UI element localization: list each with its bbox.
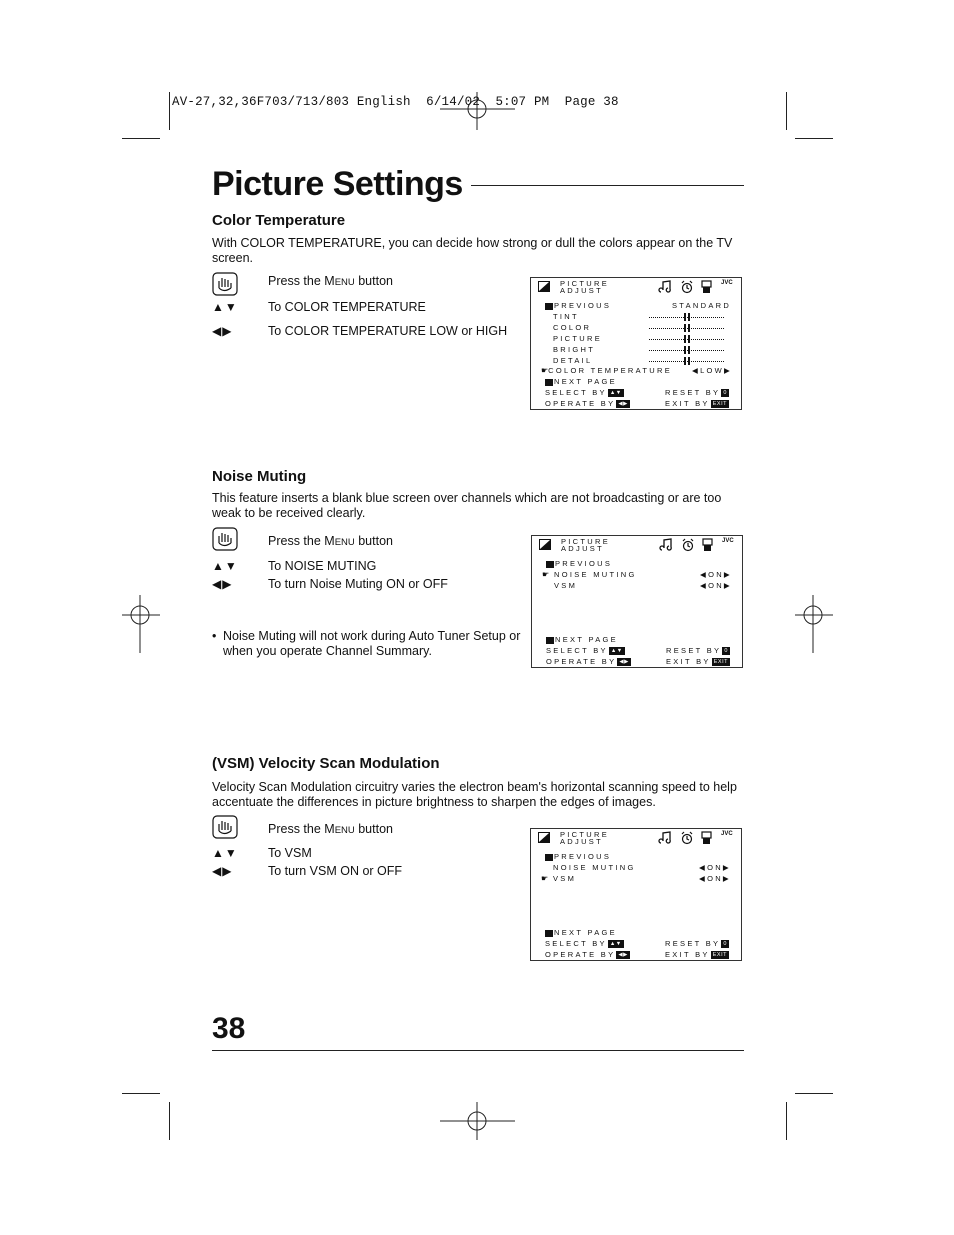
alarm-clock-icon (680, 831, 694, 845)
osd-selected-value: ◀LOW▶ (692, 366, 733, 375)
osd-exit-hint: EXIT BY EXIT (665, 950, 727, 959)
osd-exit-hint: EXIT BY EXIT (665, 399, 727, 408)
osd-operate-hint: OPERATE BY ◀▶ (545, 950, 628, 959)
osd-item-color: COLOR (553, 323, 592, 332)
up-key-icon (545, 854, 553, 861)
osd-row-value: ◀ON▶ (699, 874, 731, 883)
level-bar (649, 346, 727, 354)
section-heading-vsm: (VSM) Velocity Scan Modulation (212, 755, 440, 772)
up-down-arrows-icon: ▲▼ (212, 559, 238, 573)
crop-mark (786, 92, 787, 130)
level-bar (649, 335, 727, 343)
down-key-icon (546, 637, 554, 644)
step-select-item: To COLOR TEMPERATURE (268, 300, 426, 314)
picture-menu-icon (538, 281, 551, 293)
osd-subtitle: ADJUST (560, 286, 603, 295)
music-note-icon (658, 831, 672, 845)
crop-mark (786, 1102, 787, 1140)
section-description: This feature inserts a blank blue screen over channels which are not broadcasting or are too weak to be received clearly. (212, 491, 722, 520)
osd-screen-color-temperature (530, 277, 742, 410)
osd-select-hint: SELECT BY ▲▼ (545, 939, 622, 948)
osd-reset-hint: RESET BY 0 (665, 939, 727, 948)
step-adjust-value: To COLOR TEMPERATURE LOW or HIGH (268, 324, 508, 338)
crop-mark (795, 138, 833, 139)
osd-title: PICTURE (561, 537, 611, 546)
page-number: 38 (212, 1012, 246, 1045)
up-down-arrows-icon: ▲▼ (212, 300, 238, 314)
up-down-key-icon: ▲▼ (609, 941, 622, 948)
step-adjust-value: To turn Noise Muting ON or OFF (268, 577, 448, 591)
level-bar (649, 324, 727, 332)
step-select-item: To NOISE MUTING (268, 559, 377, 573)
left-right-arrows-icon: ◀▶ (212, 324, 233, 338)
osd-subtitle: ADJUST (560, 837, 603, 846)
pointing-hand-icon: ☛ (541, 874, 549, 883)
osd-select-hint: SELECT BY ▲▼ (546, 646, 623, 655)
section-heading-noise-muting: Noise Muting (212, 468, 307, 485)
up-key-icon (545, 303, 553, 310)
crop-mark (169, 92, 170, 130)
registration-mark-right (795, 595, 835, 655)
step-press-menu: Press the MENU button (268, 822, 393, 836)
osd-operate-hint: OPERATE BY ◀▶ (546, 657, 629, 666)
osd-item-detail: DETAIL (553, 356, 593, 365)
up-down-key-icon: ▲▼ (610, 648, 623, 655)
pointing-hand-icon: ☛ (542, 570, 550, 579)
osd-row-value: ◀ON▶ (700, 570, 732, 579)
lock-icon (702, 538, 714, 552)
section-description: Velocity Scan Modulation circuitry varies the electron beam's horizontal scanning speed to help accentuate the differences in picture brightness to sharpen the edges of images. (212, 780, 737, 809)
left-right-key-icon: ◀▶ (619, 659, 629, 666)
osd-title: PICTURE (560, 279, 610, 288)
alarm-clock-icon (681, 538, 695, 552)
osd-subtitle: ADJUST (561, 544, 604, 553)
picture-menu-icon (538, 832, 551, 844)
registration-mark-bottom (440, 1100, 516, 1150)
osd-item-tint: TINT (553, 312, 579, 321)
footer-rule (212, 1050, 744, 1051)
left-right-key-icon: ◀▶ (618, 952, 628, 959)
section-heading-color-temperature: Color Temperature (212, 212, 346, 229)
osd-next-page: NEXT PAGE (546, 635, 618, 644)
section-description: With COLOR TEMPERATURE, you can decide how strong or dull the colors appear on the TV screen. (212, 236, 733, 265)
osd-previous: PREVIOUS (546, 559, 612, 568)
menu-hand-icon (212, 527, 238, 551)
osd-item-bright: BRIGHT (553, 345, 596, 354)
step-press-menu: Press the MENU button (268, 534, 393, 548)
up-down-arrows-icon: ▲▼ (212, 846, 238, 860)
osd-row-vsm: ☛ VSM (541, 874, 577, 883)
osd-picture-mode: STANDARD (672, 301, 732, 310)
osd-row-value: ◀ON▶ (699, 863, 731, 872)
osd-exit-hint: EXIT BY EXIT (666, 657, 728, 666)
step-adjust-value: To turn VSM ON or OFF (268, 864, 403, 878)
osd-reset-hint: RESET BY 0 (665, 388, 727, 397)
pointing-hand-icon: ☛ (541, 366, 549, 375)
osd-screen-noise-muting (531, 535, 743, 668)
brand-logo: JVC (721, 280, 733, 286)
osd-next-page: NEXT PAGE (545, 928, 617, 937)
title-rule (471, 185, 744, 186)
alarm-clock-icon (680, 280, 694, 294)
left-right-arrows-icon: ◀▶ (212, 864, 233, 878)
osd-reset-hint: RESET BY 0 (666, 646, 728, 655)
up-down-key-icon: ▲▼ (609, 390, 622, 397)
step-press-menu: Press the MENU button (268, 274, 393, 288)
crop-mark (169, 1102, 170, 1140)
osd-row-noise-muting: NOISE MUTING (553, 863, 636, 872)
registration-mark-top (440, 82, 516, 158)
brand-logo: JVC (721, 831, 733, 837)
osd-select-hint: SELECT BY ▲▼ (545, 388, 622, 397)
brand-logo: JVC (722, 538, 734, 544)
osd-row-value: ◀ON▶ (700, 581, 732, 590)
left-right-arrows-icon: ◀▶ (212, 577, 233, 591)
left-right-key-icon: ◀▶ (618, 401, 628, 408)
osd-title: PICTURE (560, 830, 610, 839)
osd-screen-vsm (530, 828, 742, 961)
level-bar (649, 357, 727, 365)
crop-mark (795, 1093, 833, 1094)
down-key-icon (545, 379, 553, 386)
osd-row-noise-muting: ☛ NOISE MUTING (542, 570, 637, 579)
level-bar (649, 313, 727, 321)
crop-mark (122, 1093, 160, 1094)
print-header: AV-27,32,36F703/713/803 English 6/14/02 5:07 PM Page 38 (172, 95, 619, 109)
osd-selected-row: ☛COLOR TEMPERATURE (541, 366, 673, 375)
osd-row-vsm: VSM (554, 581, 578, 590)
lock-icon (701, 831, 713, 845)
osd-next-page: NEXT PAGE (545, 377, 617, 386)
music-note-icon (658, 280, 672, 294)
osd-previous: PREVIOUS (545, 852, 611, 861)
down-key-icon (545, 930, 553, 937)
step-select-item: To VSM (268, 846, 312, 860)
menu-hand-icon (212, 272, 238, 296)
menu-hand-icon (212, 815, 238, 839)
up-key-icon (546, 561, 554, 568)
osd-previous: PREVIOUS (545, 301, 611, 310)
picture-menu-icon (539, 539, 552, 551)
osd-operate-hint: OPERATE BY ◀▶ (545, 399, 628, 408)
osd-item-picture: PICTURE (553, 334, 603, 343)
music-note-icon (659, 538, 673, 552)
bullet-icon: • (212, 629, 217, 643)
crop-mark (122, 138, 160, 139)
page-title: Picture Settings (212, 165, 463, 203)
registration-mark-left (122, 595, 162, 655)
lock-icon (701, 280, 713, 294)
